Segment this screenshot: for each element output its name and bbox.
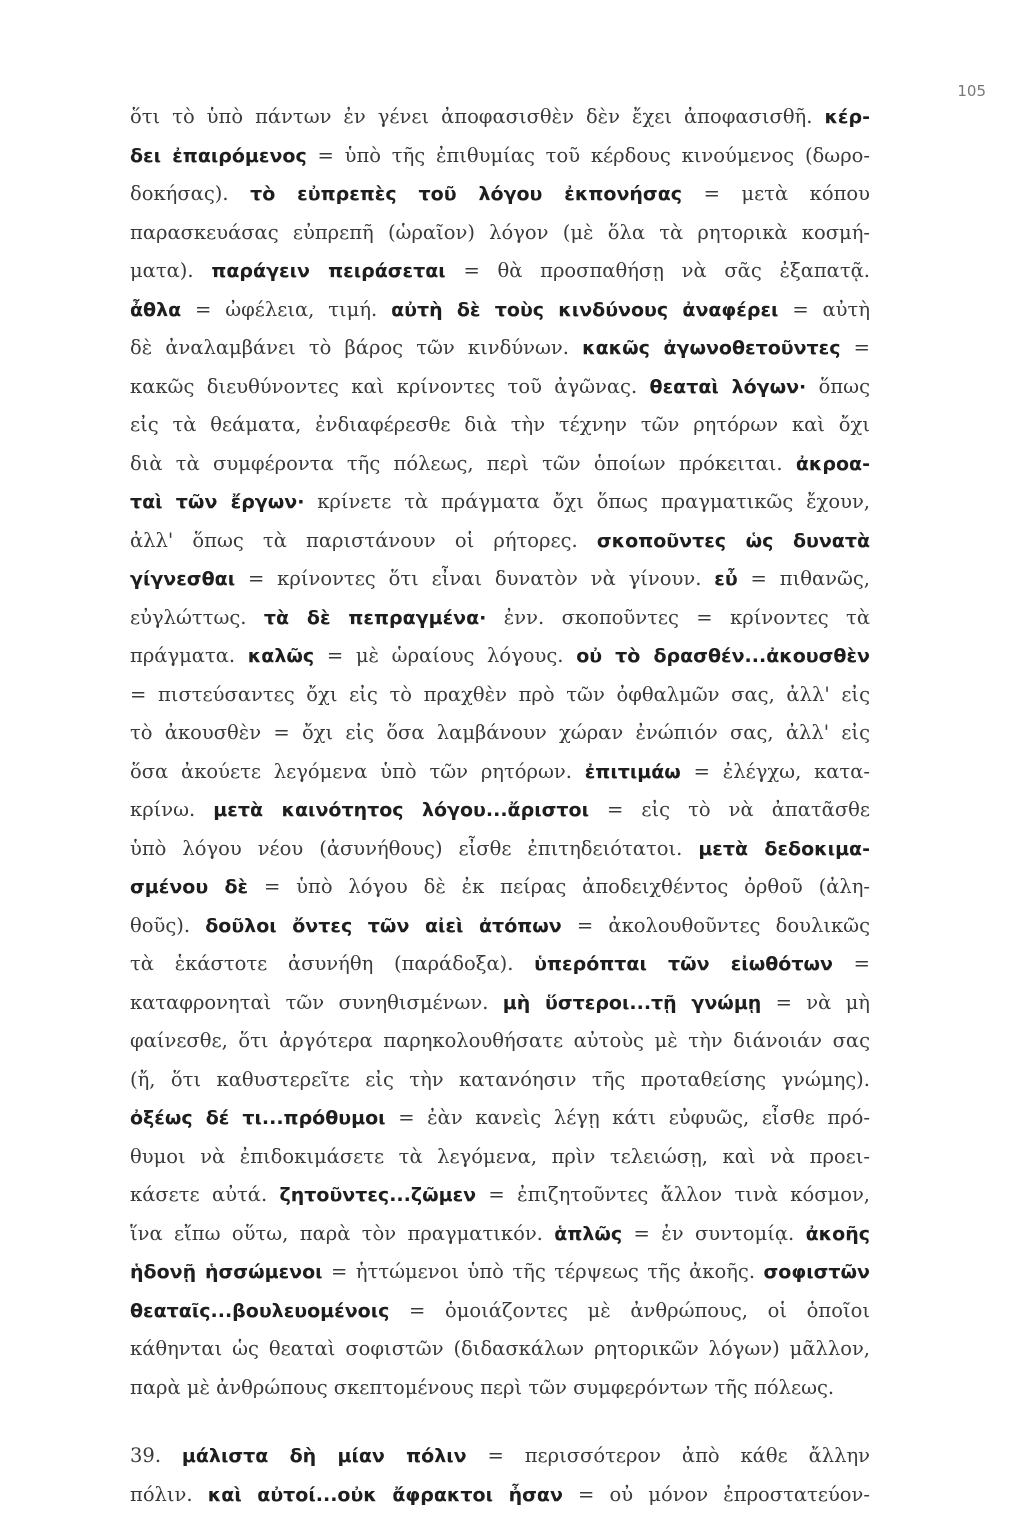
lemma: ἀκροα- <box>796 453 870 475</box>
lemma: καλῶς <box>248 645 314 667</box>
lemma: τὰ δὲ πεπραγμένα· <box>264 607 486 629</box>
gloss: τὰ ἑκάστοτε ἀσυνήθη (παράδοξα). <box>130 952 534 975</box>
lemma: ταὶ τῶν ἔργων· <box>130 491 304 513</box>
text-line <box>130 445 870 484</box>
text-line <box>130 945 870 984</box>
text-line <box>130 137 870 176</box>
lemma: ἆθλα <box>130 299 181 321</box>
gloss: = θὰ προσπαθήσῃ νὰ σᾶς ἐξαπατᾷ. <box>446 259 870 282</box>
gloss: καταφρονηταὶ τῶν συνηθισμένων. <box>130 991 503 1014</box>
lemma: εὖ <box>714 568 737 590</box>
text-line <box>130 329 870 368</box>
text-line <box>130 1437 870 1476</box>
lemma: θεαταὶ λόγων· <box>650 376 807 398</box>
gloss: = ὠφέλεια, τιμή. <box>181 298 391 321</box>
gloss: = ἐν συντομίᾳ. <box>622 1222 805 1245</box>
lemma: σμένου δὲ <box>130 876 248 898</box>
gloss: = μετὰ κόπου <box>682 182 870 205</box>
gloss: = νὰ μὴ <box>761 991 870 1014</box>
text-line <box>130 791 870 830</box>
lemma: ἡδονῇ ἡσσώμενοι <box>130 1261 323 1283</box>
gloss: κρίνετε τὰ πράγματα ὄχι ὅπως πραγματικῶς ἔχουν, <box>304 490 870 513</box>
lemma: κακῶς ἀγωνοθετοῦντες <box>582 337 840 359</box>
lemma: τὸ εὐπρεπὲς τοῦ λόγου ἐκπονήσας <box>250 183 682 205</box>
section-39 <box>130 1437 870 1514</box>
text-line <box>130 522 870 561</box>
text-line <box>130 1476 870 1514</box>
lemma: σκοποῦντες ὡς δυνατὰ <box>597 530 870 552</box>
gloss: = κρίνοντες ὅτι εἶναι δυνατὸν νὰ γίνουν. <box>235 567 714 590</box>
lemma: καὶ αὐτοί...οὐκ ἄφρακτοι ἦσαν <box>208 1484 563 1506</box>
text-line <box>130 714 870 753</box>
gloss: = ἐὰν κανεὶς λέγῃ κάτι εὐφυῶς, εἶσθε πρό- <box>386 1106 870 1129</box>
gloss: = μὲ ὡραίους λόγους. <box>314 644 576 667</box>
lemma: σοφιστῶν <box>764 1261 871 1283</box>
commentary-text <box>130 98 870 1514</box>
text-line <box>130 1215 870 1254</box>
lemma: ὑπερόπται τῶν εἰωθότων <box>534 953 833 975</box>
text-line <box>130 368 870 407</box>
text-line <box>130 1022 870 1061</box>
gloss: ὑπὸ λόγου νέου (ἀσυνήθους) εἶσθε ἐπιτηδειότατοι. <box>130 837 698 860</box>
gloss: φαίνεσθε, ὅτι ἀργότερα παρηκολουθήσατε αὐτοὺς μὲ τὴν διάνοιάν σας <box>130 1029 870 1052</box>
gloss: ὅπως <box>806 375 870 398</box>
text-line <box>130 676 870 715</box>
text-line <box>130 868 870 907</box>
gloss: δὲ ἀναλαμβάνει τὸ βάρος τῶν κινδύνων. <box>130 336 582 359</box>
lemma: δει ἐπαιρόμενος <box>130 145 307 167</box>
lemma: θεαταῖς...βουλευομένοις <box>130 1300 389 1322</box>
text-line <box>130 483 870 522</box>
notes-block <box>130 98 870 1407</box>
gloss: εἰς τὰ θεάματα, ἐνδιαφέρεσθε διὰ τὴν τέχνην τῶν ρητόρων καὶ ὄχι <box>130 413 870 436</box>
lemma: αὐτὴ δὲ τοὺς κινδύνους ἀναφέρει <box>391 299 778 321</box>
page-number: 105 <box>957 82 986 100</box>
text-line <box>130 907 870 946</box>
text-line <box>130 637 870 676</box>
text-line <box>130 252 870 291</box>
text-line <box>130 98 870 137</box>
text-line <box>130 1292 870 1331</box>
gloss: = ἐλέγχω, κατα- <box>681 760 870 783</box>
text-line <box>130 1138 870 1177</box>
gloss: τὸ ἀκουσθὲν = ὄχι εἰς ὅσα λαμβάνουν χώραν ἐνώπιόν σας, ἀλλ' εἰς <box>130 721 870 744</box>
section-gap <box>130 1407 870 1437</box>
lemma: κέρ- <box>824 106 870 128</box>
text-line <box>130 1176 870 1215</box>
lemma: μετὰ καινότητος λόγου...ἄριστοι <box>213 799 589 821</box>
gloss: = <box>833 952 870 975</box>
lemma: δοῦλοι ὄντες τῶν αἰεὶ ἀτόπων <box>205 915 561 937</box>
text-line <box>130 1253 870 1292</box>
lemma: γίγνεσθαι <box>130 568 235 590</box>
gloss: = ἀκολουθοῦντες δουλικῶς <box>562 914 870 937</box>
gloss: δοκήσας). <box>130 182 250 205</box>
lemma: ἐπιτιμάω <box>585 761 681 783</box>
text-line <box>130 1061 870 1100</box>
gloss: = πιστεύσαντες ὄχι εἰς τὸ πραχθὲν πρὸ τῶν ὀφθαλμῶν σας, ἀλλ' εἰς <box>130 683 870 706</box>
gloss: διὰ τὰ συμφέροντα τῆς πόλεως, περὶ τῶν ὁποίων πρόκειται. <box>130 452 796 475</box>
gloss: = ὁμοιάζοντες μὲ ἀνθρώπους, οἱ ὁποῖοι <box>389 1299 870 1322</box>
gloss: = <box>841 336 870 359</box>
text-line <box>130 1330 870 1369</box>
lemma: ἀκοῆς <box>806 1223 870 1245</box>
gloss: κάσετε αὐτά. <box>130 1183 280 1206</box>
text-line <box>130 1099 870 1138</box>
gloss: κακῶς διευθύνοντες καὶ κρίνοντες τοῦ ἀγῶνας. <box>130 375 650 398</box>
gloss: ὅσα ἀκούετε λεγόμενα ὑπὸ τῶν ρητόρων. <box>130 760 585 783</box>
gloss: 39. <box>130 1444 182 1467</box>
gloss: ματα). <box>130 259 211 282</box>
gloss: πράγματα. <box>130 644 248 667</box>
gloss: = εἰς τὸ νὰ ἀπατᾶσθε <box>589 798 870 821</box>
gloss: ὅτι τὸ ὑπὸ πάντων ἐν γένει ἀποφασισθὲν δὲν ἔχει ἀποφασισθῆ. <box>130 105 824 128</box>
lemma: μὴ ὕστεροι...τῇ γνώμῃ <box>503 992 762 1014</box>
lemma: μάλιστα δὴ μίαν πόλιν <box>182 1445 467 1467</box>
text-line <box>130 830 870 869</box>
gloss: (ἤ, ὅτι καθυστερεῖτε εἰς τὴν κατανόησιν τῆς προταθείσης γνώμης). <box>130 1068 870 1091</box>
text-line <box>130 560 870 599</box>
gloss: ἀλλ' ὅπως τὰ παριστάνουν οἱ ρήτορες. <box>130 529 597 552</box>
lemma: μετὰ δεδοκιμα- <box>698 838 870 860</box>
gloss: παρασκευάσας εὐπρεπῆ (ὡραῖον) λόγον (μὲ ὅλα τὰ ρητορικὰ κοσμή- <box>130 221 870 244</box>
gloss: παρὰ μὲ ἀνθρώπους σκεπτομένους περὶ τῶν συμφερόντων τῆς πόλεως. <box>130 1376 834 1399</box>
lemma: παράγειν πειράσεται <box>211 260 445 282</box>
gloss: = ἡττώμενοι ὑπὸ τῆς τέρψεως τῆς ἀκοῆς. <box>323 1260 764 1283</box>
lemma: οὐ τὸ δρασθέν...ἀκουσθὲν <box>576 645 870 667</box>
lemma: ὀξέως δέ τι...πρόθυμοι <box>130 1107 386 1129</box>
gloss: = ἐπιζητοῦντες ἄλλον τινὰ κόσμον, <box>476 1183 870 1206</box>
gloss: πόλιν. <box>130 1483 208 1506</box>
gloss: ἵνα εἴπω οὕτω, παρὰ τὸν πραγματικόν. <box>130 1222 554 1245</box>
gloss: = πιθανῶς, <box>738 567 870 590</box>
gloss: = περισσότερον ἀπὸ κάθε ἄλλην <box>467 1444 870 1467</box>
gloss: θοῦς). <box>130 914 205 937</box>
text-line <box>130 214 870 253</box>
text-line <box>130 599 870 638</box>
text-line <box>130 406 870 445</box>
gloss: θυμοι νὰ ἐπιδοκιμάσετε τὰ λεγόμενα, πρὶν τελειώσῃ, καὶ νὰ προει- <box>130 1145 870 1168</box>
gloss: κρίνω. <box>130 798 213 821</box>
text-line <box>130 175 870 214</box>
gloss: = ὑπὸ λόγου δὲ ἐκ πείρας ἀποδειχθέντος ὀρθοῦ (ἀλη- <box>248 875 870 898</box>
gloss: εὐγλώττως. <box>130 606 264 629</box>
lemma: ζητοῦντες...ζῶμεν <box>280 1184 477 1206</box>
text-line <box>130 1369 870 1408</box>
lemma: ἁπλῶς <box>554 1223 622 1245</box>
gloss: = οὐ μόνον ἐπροστατεύον- <box>563 1483 870 1506</box>
text-line <box>130 984 870 1023</box>
gloss: κάθηνται ὡς θεαταὶ σοφιστῶν (διδασκάλων ρητορικῶν λόγων) μᾶλλον, <box>130 1337 870 1360</box>
text-line <box>130 291 870 330</box>
text-line <box>130 753 870 792</box>
gloss: ἐνν. σκοποῦντες = κρίνοντες τὰ <box>486 606 870 629</box>
gloss: = ὑπὸ τῆς ἐπιθυμίας τοῦ κέρδους κινούμενος (δωρο- <box>307 144 870 167</box>
gloss: = αὐτὴ <box>778 298 870 321</box>
